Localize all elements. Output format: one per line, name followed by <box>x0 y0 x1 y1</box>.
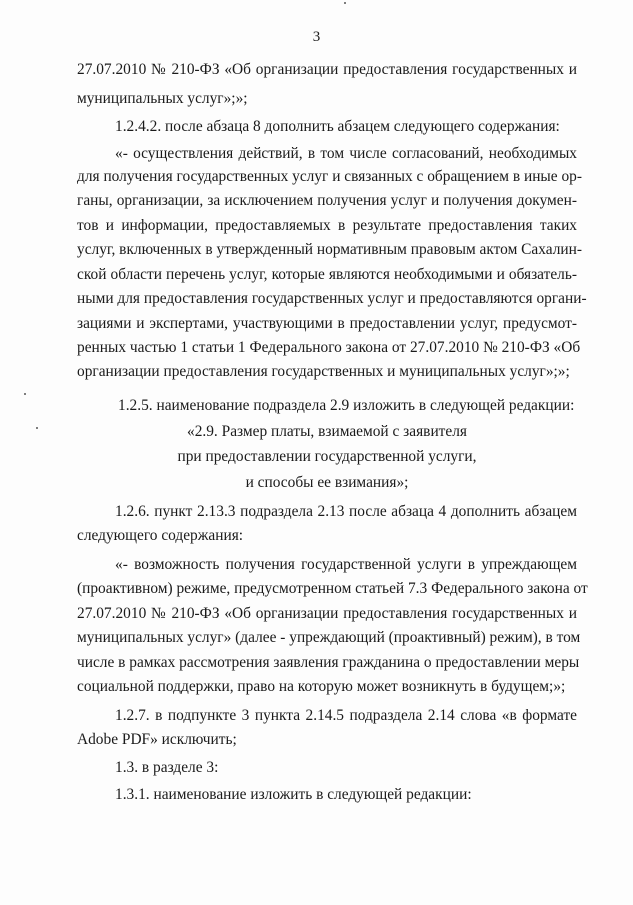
quoted-heading-line: при предоставлении государственной услуги, <box>177 448 477 465</box>
text-line: муниципальных услуг»;»; <box>77 90 248 107</box>
text-line: следующего содержания: <box>77 527 244 544</box>
page-number: 3 <box>312 29 321 45</box>
text-line: «- осуществления действий, в том числе согласований, необходимых <box>115 145 577 162</box>
text-line: тов и информации, предоставляемых в результате предоставления таких <box>77 217 577 234</box>
text-line: услуг, включенных в утвержденный нормативным правовым актом Сахалин- <box>77 241 582 258</box>
text-line: ными для предоставления государственных услуг и предоставляются органи- <box>77 290 587 307</box>
paragraph-heading: 1.2.7. в подпункте 3 пункта 2.14.5 подраздела 2.14 слова «в формате <box>115 707 577 724</box>
text-line: социальной поддержки, право на которую может возникнуть в будущем;»; <box>77 678 566 695</box>
paragraph-heading: 1.2.5. наименование подраздела 2.9 изложить в следующей редакции: <box>118 397 575 414</box>
text-line: зациями и экспертами, участвующими в предоставлении услуг, предусмот- <box>77 315 577 332</box>
text-line: ской области перечень услуг, которые являются необходимыми и обязатель- <box>77 266 577 283</box>
text-line: Adobe PDF» исключить; <box>77 731 237 748</box>
quoted-heading-line: и способы ее взимания»; <box>245 474 409 491</box>
quoted-heading-line: «2.9. Размер платы, взимаемой с заявителя <box>187 423 467 440</box>
scan-speck <box>36 427 38 429</box>
paragraph-heading: 1.3.1. наименование изложить в следующей редакции: <box>115 786 472 803</box>
text-line: 27.07.2010 № 210-ФЗ «Об организации предоставления государственных и <box>77 61 577 78</box>
text-line: для получения государственных услуг и связанных с обращением в иные ор- <box>77 168 582 185</box>
text-line: «- возможность получения государственной услуги в упреждающем <box>115 556 577 573</box>
paragraph-heading: 1.2.6. пункт 2.13.3 подраздела 2.13 после абзаца 4 дополнить абзацем <box>115 503 577 520</box>
scan-speck <box>24 393 26 395</box>
text-line: 27.07.2010 № 210-ФЗ «Об организации предоставления государственных и <box>77 605 577 622</box>
text-line: числе в рамках рассмотрения заявления гражданина о предоставлении меры <box>77 654 580 671</box>
text-line: муниципальных услуг» (далее - упреждающий (проактивный) режим), в том <box>77 629 581 646</box>
text-line: ренных частью 1 статьи 1 Федерального закона от 27.07.2010 № 210-ФЗ «Об <box>77 339 581 356</box>
text-line: организации предоставления государственных и муниципальных услуг»;»; <box>77 363 570 380</box>
text-line: ганы, организации, за исключением получения услуг и получения докумен- <box>77 192 577 209</box>
paragraph-heading: 1.3. в разделе 3: <box>115 759 219 776</box>
scan-speck <box>344 2 346 4</box>
paragraph-heading: 1.2.4.2. после абзаца 8 дополнить абзацем следующего содержания: <box>115 118 560 135</box>
text-line: (проактивном) режиме, предусмотренном статьей 7.3 Федерального закона от <box>77 580 588 597</box>
